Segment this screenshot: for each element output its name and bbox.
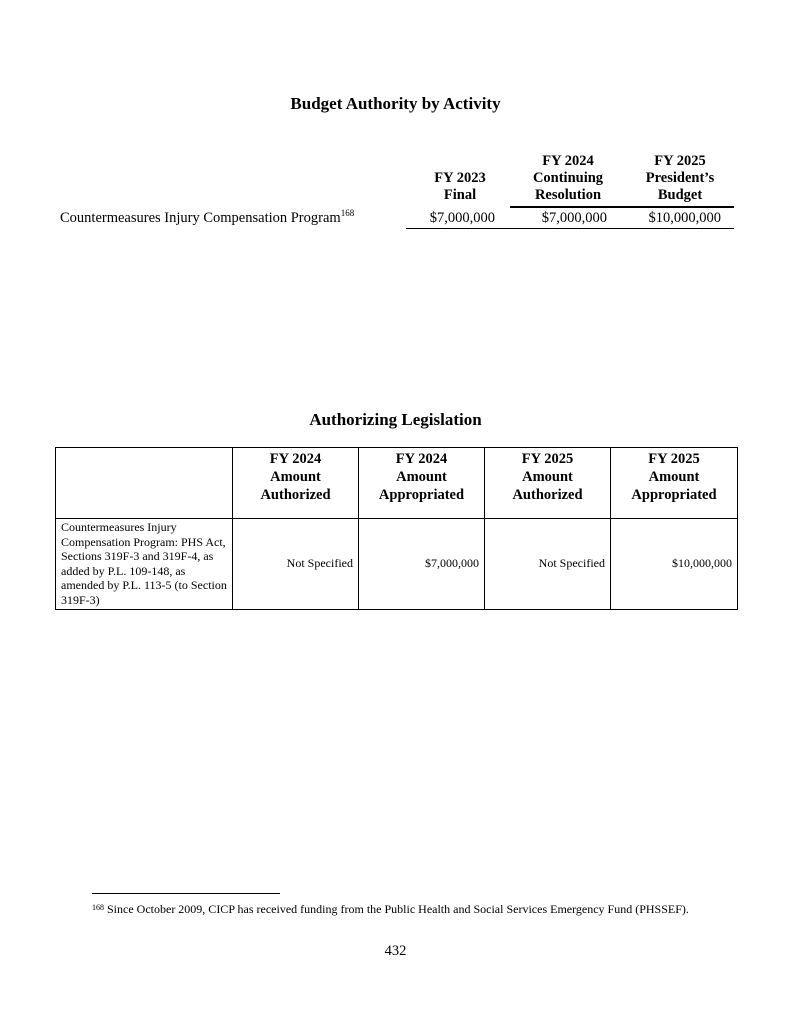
column-header-fy2024 (518, 153, 618, 204)
header-line: FY 2023 (434, 170, 486, 186)
header-fy2025-appropriated (611, 448, 738, 519)
header-line: Final (443, 187, 477, 203)
header-line: Appropriated (631, 487, 717, 503)
header-line: Authorized (512, 487, 583, 503)
header-line: FY 2024 (542, 153, 594, 169)
header-line: Amount (270, 469, 321, 485)
header-line: FY 2024 (395, 451, 448, 467)
footnote-text: Since October 2009, CICP has received funding from the Public Health and Social Services Emergency Fund (PHSSEF). (104, 902, 689, 916)
header-line: FY 2025 (521, 451, 574, 467)
header-line: Amount (648, 469, 700, 485)
authorizing-legislation-table (55, 447, 738, 610)
header-line: Authorized (260, 487, 331, 503)
row-label (60, 210, 354, 227)
footnote-ref: 168 (340, 208, 355, 218)
column-header-fy2025 (630, 153, 730, 204)
page-number: 432 (384, 943, 407, 959)
header-blank-cell (56, 448, 233, 519)
header-line: FY 2025 (648, 451, 700, 467)
row-underline (406, 228, 734, 229)
header-line: FY 2025 (654, 153, 706, 169)
footnote (92, 902, 702, 917)
header-line: Continuing (532, 170, 604, 186)
fy2025-authorized-value: Not Specified (485, 519, 611, 610)
value-fy2025: $10,000,000 (648, 210, 721, 226)
header-underline (510, 206, 734, 208)
table-row (56, 519, 738, 610)
header-line: Amount (522, 469, 573, 485)
header-line: Appropriated (378, 487, 465, 503)
header-line: President’s (645, 170, 715, 186)
fy2024-authorized-value: Not Specified (233, 519, 359, 610)
header-fy2024-appropriated (359, 448, 485, 519)
column-header-fy2023 (410, 170, 510, 204)
header-fy2025-authorized (485, 448, 611, 519)
header-fy2024-authorized (233, 448, 359, 519)
header-line: Resolution (534, 187, 602, 203)
header-line: Amount (396, 469, 447, 485)
budget-authority-title: Budget Authority by Activity (290, 94, 501, 113)
footnote-number: 168 (92, 903, 104, 912)
header-line: Budget (657, 187, 703, 203)
table-header-row (56, 448, 738, 519)
value-fy2024: $7,000,000 (541, 210, 607, 226)
value-fy2023: $7,000,000 (429, 210, 495, 226)
authorizing-legislation-title: Authorizing Legislation (309, 410, 482, 429)
legislation-description: Countermeasures Injury Compensation Program: PHS Act, Sections 319F-3 and 319F-4, as added by P.L. 109-148, as amended by P.L. 113-5 (to Section 319F-3) (56, 519, 233, 610)
fy2025-appropriated-value: $10,000,000 (611, 519, 738, 610)
row-label-text: Countermeasures Injury Compensation Program (60, 210, 341, 226)
footnote-separator (92, 893, 280, 894)
header-line: FY 2024 (269, 451, 322, 467)
fy2024-appropriated-value: $7,000,000 (359, 519, 485, 610)
